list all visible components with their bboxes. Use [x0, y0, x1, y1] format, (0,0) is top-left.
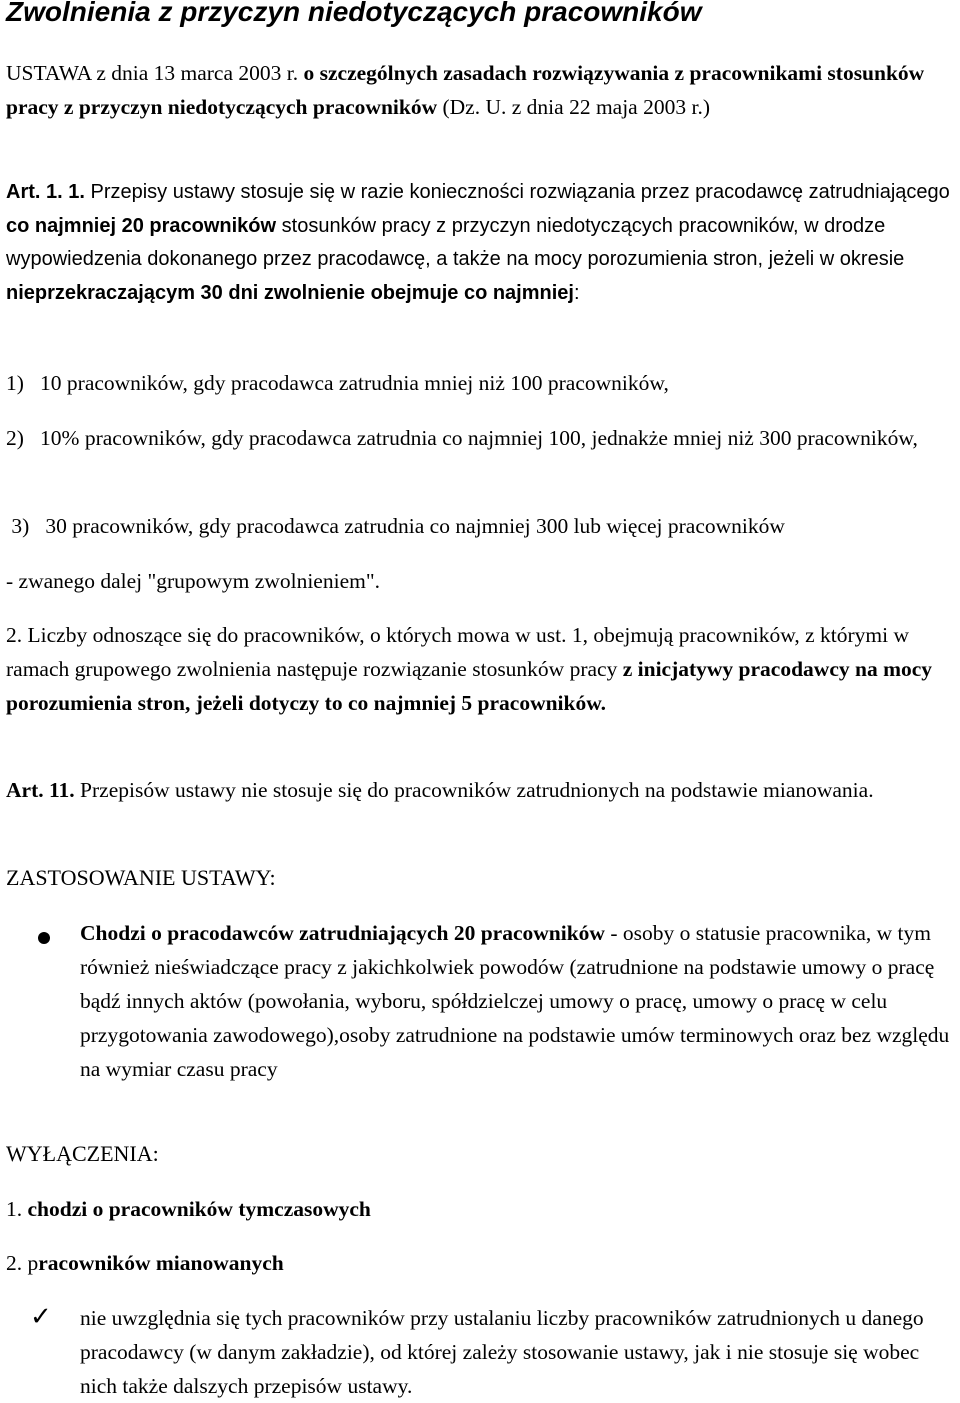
wylaczenia-item-2-text: racowników mianowanych [38, 1251, 284, 1275]
wylaczenia-item-1-number: 1. [6, 1197, 28, 1221]
list-item-1: 1) 10 pracowników, gdy pracodawca zatrudnia mniej niż 100 pracowników, [6, 371, 669, 395]
page-title: Zwolnienia z przyczyn niedotyczących pracowników [6, 0, 702, 27]
wylaczenia-check-text: nie uwzględnia się tych pracowników przy ustalaniu liczby pracowników zatrudnionych u danego pracodawcy (w danym zakładzie), od której zależy stosowanie ustawy, jak i nie stosuje się wobec nich także dalszych przepisów ustawy. [80, 1306, 924, 1398]
art11-text: Przepisów ustawy nie stosuje się do pracowników zatrudnionych na podstawie mianowania. [74, 778, 874, 802]
paragraph-2 [6, 618, 956, 720]
list-item-2: 2) 10% pracowników, gdy pracodawca zatrudnia co najmniej 100, jednakże mniej niż 300 pracowników, [6, 426, 918, 450]
wylaczenia-heading: WYŁĄCZENIA: [6, 1141, 159, 1166]
art11-paragraph [6, 773, 956, 807]
wylaczenia-item-1-text: chodzi o pracowników tymczasowych [27, 1197, 371, 1221]
wylaczenia-item-2-number: 2. [6, 1251, 28, 1275]
art1-label: Art. 1. 1. [6, 181, 85, 203]
art11-label: Art. 11. [6, 778, 75, 802]
zastosowanie-heading: ZASTOSOWANIE USTAWY: [6, 865, 276, 890]
wylaczenia-item-1 [6, 1192, 956, 1226]
act-citation-bold: o szczególnych zasadach rozwiązywania z pracownikami stosunków pracy z przyczyn niedotyczących pracowników [6, 61, 925, 119]
wylaczenia-item-2 [6, 1246, 956, 1280]
paragraph-2-bold: z inicjatywy pracodawcy na mocy porozumienia stron, jeżeli dotyczy to co najmniej 5 pracowników. [6, 657, 933, 715]
art1-text-2: stosunków pracy z przyczyn niedotyczących pracowników, w drodze wypowiedzenia dokonanego przez pracodawcę, a także na mocy porozumienia stron, jeżeli w okresie [6, 214, 905, 270]
paragraph-2-text: 2. Liczby odnoszące się do pracowników, o których mowa w ust. 1, obejmują pracowników, z którymi w ramach grupowego zwolnienia następuje rozwiązanie stosunków pracy [6, 623, 909, 681]
wylaczenia-item-2-first-letter: p [27, 1251, 39, 1275]
act-citation [6, 56, 956, 124]
zastosowanie-bold: Chodzi o pracodawców zatrudniających 20 pracowników [80, 921, 605, 945]
check-icon: ✓ [30, 1302, 52, 1332]
art1-text-1: Przepisy ustawy stosuje się w razie konieczności rozwiązania przez pracodawcę zatrudniającego [84, 181, 950, 203]
bullet-icon [38, 932, 50, 944]
act-citation-end: (Dz. U. z dnia 22 maja 2003 r.) [437, 95, 710, 119]
art1-bold-1: co najmniej 20 pracowników [6, 214, 277, 237]
grouped-dismissal-note: - zwanego dalej "grupowym zwolnieniem". [6, 569, 380, 593]
act-citation-start: USTAWA z dnia 13 marca 2003 r. [6, 61, 304, 85]
art1-bold-2: nieprzekraczającym 30 dni zwolnienie obejmuje co najmniej [6, 281, 574, 304]
zastosowanie-bullet-text [80, 916, 956, 1086]
art1-text-3: : [573, 281, 580, 304]
list-item-3: 3) 30 pracowników, gdy pracodawca zatrudnia co najmniej 300 lub więcej pracowników [6, 514, 785, 538]
art1-paragraph [6, 176, 956, 310]
zastosowanie-text: - osoby o statusie pracownika, w tym również nieświadczące pracy z jakichkolwiek powodów (zatrudnione na podstawie umowy o pracę bądź innych aktów (powołania, wyboru, spółdzielczej umowy o pracę, umowy o pracę w celu przygotowania zawodowego),osoby zatrudnione na podstawie umów terminowych oraz bez względu na wymiar czasu pracy [80, 921, 950, 1081]
